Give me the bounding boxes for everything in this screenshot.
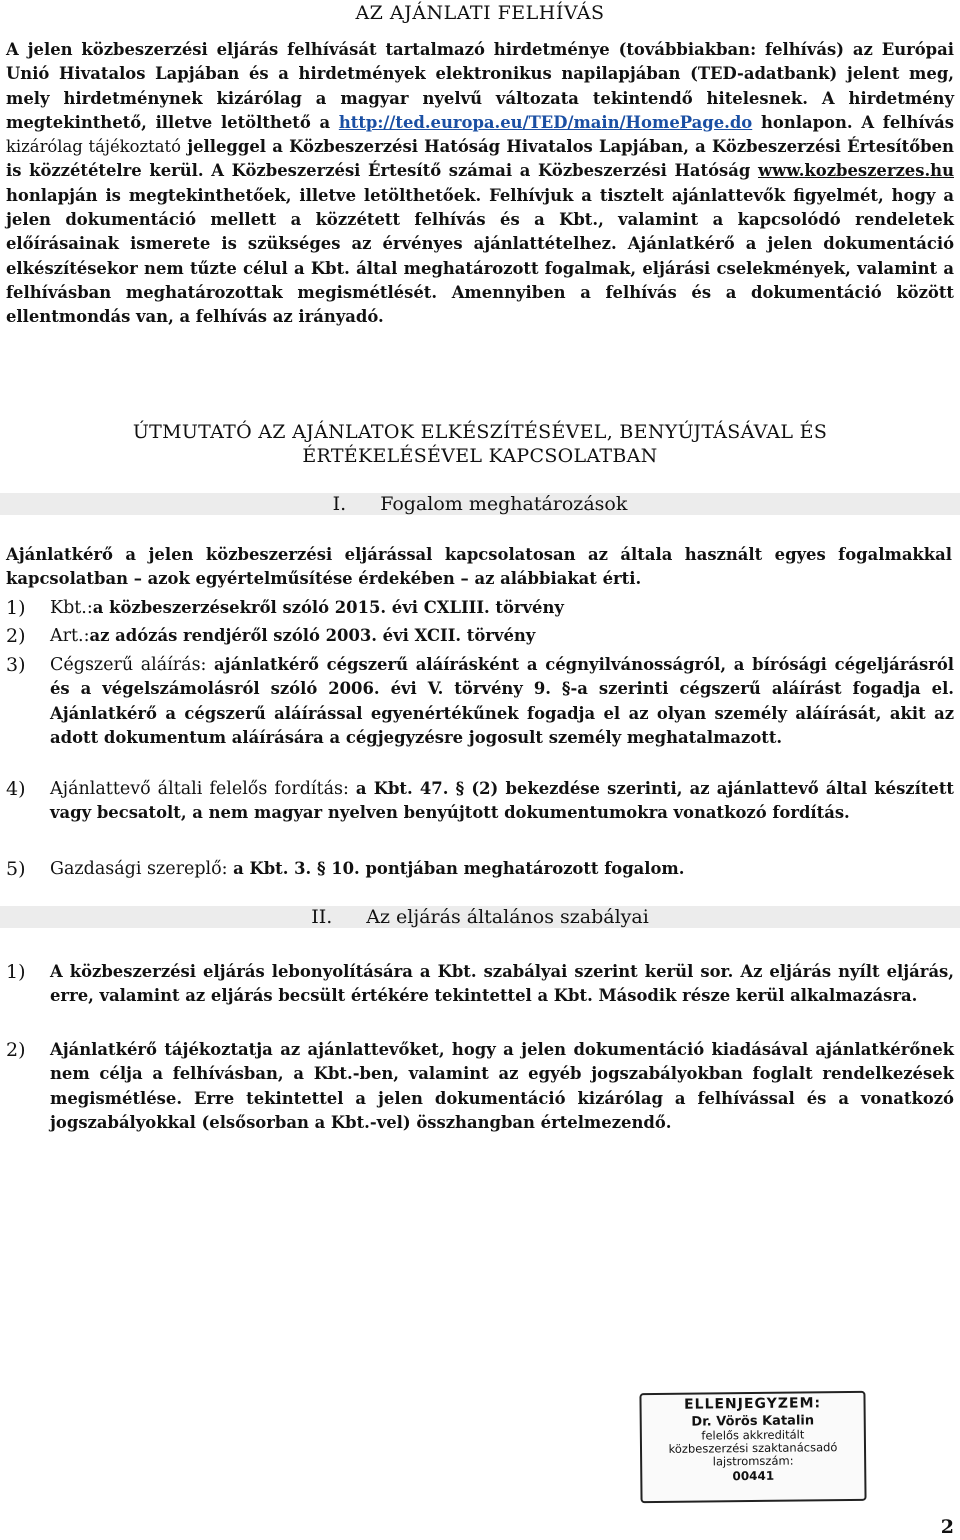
item-number: 1) (6, 597, 26, 619)
item-text: ajánlatkérő cégszerű aláírásként a cégnyilvánosságról, a bírósági cégeljárásról és a végelszámolásról szóló 2006. évi V. törvény 9. §-a szerinti cégszerű aláírást fogadja el. Ajánlatkérő a cégszerű aláírással egyenértékűnek fogadja el az olyan személy aláírását, akit az adott dokumentum aláírására a cégjegyzésre jogosult személy meghatalmazott. (50, 655, 954, 747)
intro-text-2: honlapon. A felhívás (752, 112, 954, 132)
ted-link[interactable]: http://ted.europa.eu/TED/main/HomePage.do (338, 112, 753, 132)
item-number: 5) (6, 858, 26, 880)
section-1-title: Fogalom meghatározások (380, 493, 628, 515)
item-term: Kbt.: (50, 598, 93, 618)
definition-item-3 (6, 653, 954, 750)
item-number: 2) (6, 1039, 26, 1061)
item-text: a közbeszerzésekről szóló 2015. évi CXLIII. törvény (92, 598, 564, 617)
document-title: AZ AJÁNLATI FELHÍVÁS (355, 2, 605, 24)
kozbeszerzes-link[interactable]: www.kozbeszerzes.hu (758, 161, 954, 181)
stamp-role-2: közbeszerzési szaktanácsadó (668, 1440, 838, 1456)
item-text: A közbeszerzési eljárás lebonyolítására a Kbt. szabályai szerint kerül sor. Az eljárás nyílt eljárás, erre, valamint az eljárás becsült értékére tekintettel a Kbt. Második része kerül alkalmazásra. (50, 962, 954, 1006)
intro-text-1: A jelen közbeszerzési eljárás felhívását tartalmazó hirdetménye (továbbiakban: felhívás) az Európai Unió Hivatalos Lapjában és a hirdetmények elektronikus napilapjában (TED-adatbank) jelent meg, mely hirdetménynek kizárólag a magyar nyelvű változata tekintendő hitelesnek. A hirdetmény megtekinthető, illetve letölthető a (6, 40, 954, 132)
section-2-title: Az eljárás általános szabályai (366, 906, 649, 928)
item-term: Art.: (50, 626, 90, 646)
stamp-registry-label: lajstromszám: (712, 1453, 794, 1469)
item-term: Gazdasági szereplő: (50, 859, 234, 879)
item-number: 3) (6, 654, 26, 676)
item-text: a Kbt. 47. § (2) bekezdése szerinti, az ajánlattevő által készített vagy becsatolt, a nem magyar nyelven benyújtott dokumentumokra vonatkozó fordítás. (50, 779, 954, 823)
definition-item-4 (6, 777, 954, 826)
item-text: az adózás rendjéről szóló 2003. évi XCII. törvény (89, 626, 536, 645)
guide-heading (0, 420, 960, 468)
item-text: Ajánlatkérő tájékoztatja az ajánlattevőket, hogy a jelen dokumentáció kiadásával ajánlatkérőnek nem célja a felhívásban, a Kbt.-ben, valamint az egyéb jogszabályokban foglalt rendelkezések megismétlése. Erre tekintettel a jelen dokumentáció kizárólag a felhívással és a vonatkozó jogszabályokkal (elsősorban a Kbt.-vel) összhangban értelmezendő. (50, 1040, 954, 1132)
rule-item-1 (6, 960, 954, 1009)
item-term: Ajánlattevő általi felelős fordítás: (50, 779, 356, 799)
item-number: 2) (6, 625, 26, 647)
stamp-heading: ELLENJEGYZEM: (683, 1395, 822, 1413)
definition-item-1 (6, 596, 954, 620)
guide-heading-line1: ÚTMUTATÓ AZ AJÁNLATOK ELKÉSZÍTÉSÉVEL, BENYÚJTÁSÁVAL ÉS (132, 421, 828, 443)
item-number: 4) (6, 778, 26, 800)
intro-paragraph (6, 38, 954, 330)
intro-text-3: jelleggel a Közbeszerzési Hatóság Hivatalos Lapjában, a Közbeszerzési Értesítőben is közzétételre kerül. A Közbeszerzési Értesítő számai a Közbeszerzési Hatóság (6, 137, 954, 181)
section-1-intro: Ajánlatkérő a jelen közbeszerzési eljárással kapcsolatosan az általa használt egyes fogalmakkal kapcsolatban – azok egyértelműsítése érdekében – az alábbiakat érti. (6, 545, 952, 588)
page-number: 2 (940, 1516, 954, 1538)
definition-item-2 (6, 624, 954, 648)
stamp-registry-number: 00441 (732, 1468, 775, 1484)
rule-item-2 (6, 1038, 954, 1135)
intro-text-4: honlapján is megtekinthetőek, illetve letölthetőek. Felhívjuk a tisztelt ajánlattevők figyelmét, hogy a jelen dokumentáció mellett a közzétett felhívás és a Kbt., valamint a kapcsolódó rendeletek előírásainak ismerete is szükséges az érvényes ajánlattételhez. Ajánlatkérő a jelen dokumentáció elkészítésekor nem tűzte célul a Kbt. által meghatározott fogalmak, eljárási cselekmények, valamint a felhívásban meghatározottak megismétlését. Amennyiben a felhívás és a dokumentáció között ellentmondás van, a felhívás az irányadó. (6, 185, 954, 327)
section-heading-1 (0, 493, 960, 515)
item-number: 1) (6, 961, 26, 983)
intro-text-light: kizárólag tájékoztató (6, 137, 181, 157)
definition-item-5 (6, 857, 954, 881)
stamp-role-1: felelős akkreditált (701, 1427, 805, 1443)
stamp-name: Dr. Vörös Katalin (691, 1413, 815, 1430)
section-1-number: I. (332, 493, 347, 515)
section-2-number: II. (311, 906, 333, 928)
section-heading-2 (0, 906, 960, 928)
countersign-stamp (639, 1391, 866, 1503)
guide-heading-line2: ÉRTÉKELÉSÉVEL KAPCSOLATBAN (302, 445, 658, 467)
item-term: Cégszerű aláírás: (50, 655, 215, 675)
item-text: a Kbt. 3. § 10. pontjában meghatározott fogalom. (233, 859, 685, 878)
